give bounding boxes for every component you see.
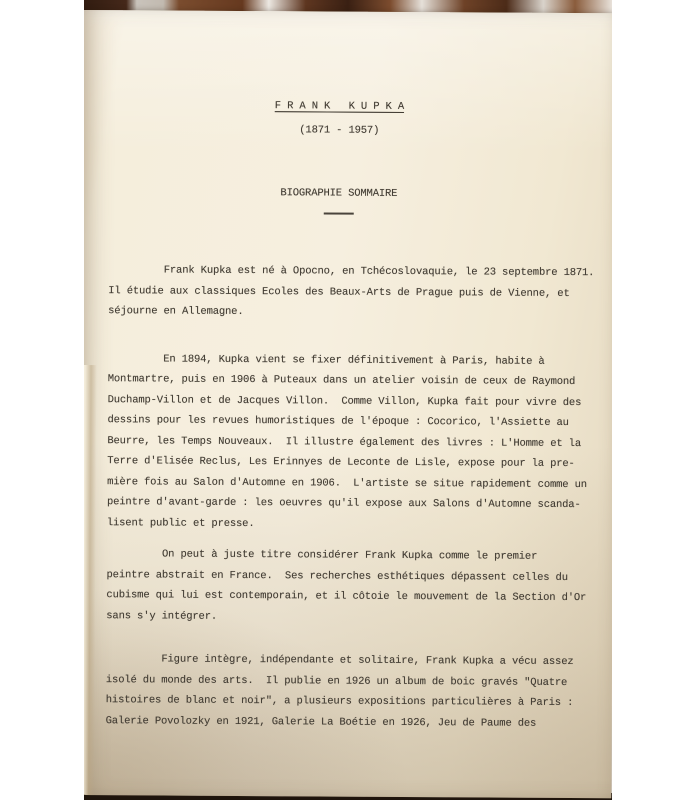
paragraph <box>106 544 602 629</box>
paragraph <box>107 349 604 537</box>
text-line: Duchamp-Villon et de Jacques Villon. Comme Villon, Kupka fait pour vivre des <box>107 393 582 409</box>
paragraph <box>108 260 604 325</box>
text-line: isolé du monde des arts. Il publie en 1926 un album de boic gravés "Quatre <box>105 673 568 689</box>
text-line: cubisme qui lui est contemporain, et il côtoie le mouvement de la Section d'Or <box>106 589 587 605</box>
text-line: Figure intègre, indépendante et solitaire, Frank Kupka a vécu assez <box>105 653 574 669</box>
page-content <box>84 10 612 798</box>
text-line: peintre abstrait en France. Ses recherches esthétiques dépassent celles du <box>106 568 568 584</box>
text-line: Montmartre, puis en 1906 à Puteaux dans un atelier voisin de ceux de Raymond <box>107 373 576 389</box>
typewritten-page <box>84 10 612 798</box>
text-line: sans s'y intégrer. <box>106 609 218 623</box>
text-line: Galerie Povolozky en 1921, Galerie La Boétie en 1926, Jeu de Paume des <box>105 714 537 730</box>
text-line: mière fois au Salon d'Automne en 1906. L'artiste se situe rapidement comme un <box>107 475 587 491</box>
paragraph <box>106 649 602 734</box>
text-line: dessins pour les revues humoristiques de l'époque : Cocorico, l'Assiette au <box>107 414 569 429</box>
text-line: Il étudie aux classiques Ecoles des Beaux-Arts de Prague puis de Vienne, et <box>108 284 570 300</box>
text-line: peintre d'avant-garde : les oeuvres qu'il expose aux Salons d'Automne scanda- <box>106 496 581 512</box>
life-dates: (1871 - 1957) <box>299 124 380 137</box>
text-line: histoires de blanc et noir", a plusieurs expositions particulières à Paris : <box>105 694 574 710</box>
text-line: On peut à juste titre considérer Frank Kupka comme le premier <box>106 548 538 563</box>
text-line: Beurre, les Temps Nouveaux. Il illustre également des livres : L'Homme et la <box>107 434 582 450</box>
text-line: En 1894, Kupka vient se fixer définitivement à Paris, habite à <box>107 352 545 368</box>
section-heading: BIOGRAPHIE SOMMAIRE <box>280 187 398 200</box>
text-line: séjourne en Allemagne. <box>108 305 244 318</box>
text-line: Frank Kupka est né à Opocno, en Tchécoslovaquie, le 23 septembre 1871. <box>108 264 595 280</box>
scanned-page-photo <box>84 0 612 800</box>
text-line: lisent public et presse. <box>106 516 255 530</box>
heading-underline <box>324 212 354 214</box>
body-paragraphs <box>106 260 605 734</box>
text-line: Terre d'Elisée Reclus, Les Erinnyes de Leconte de Lisle, expose pour la pre- <box>107 455 575 471</box>
document-title: F R A N K K U P K A <box>274 100 405 113</box>
